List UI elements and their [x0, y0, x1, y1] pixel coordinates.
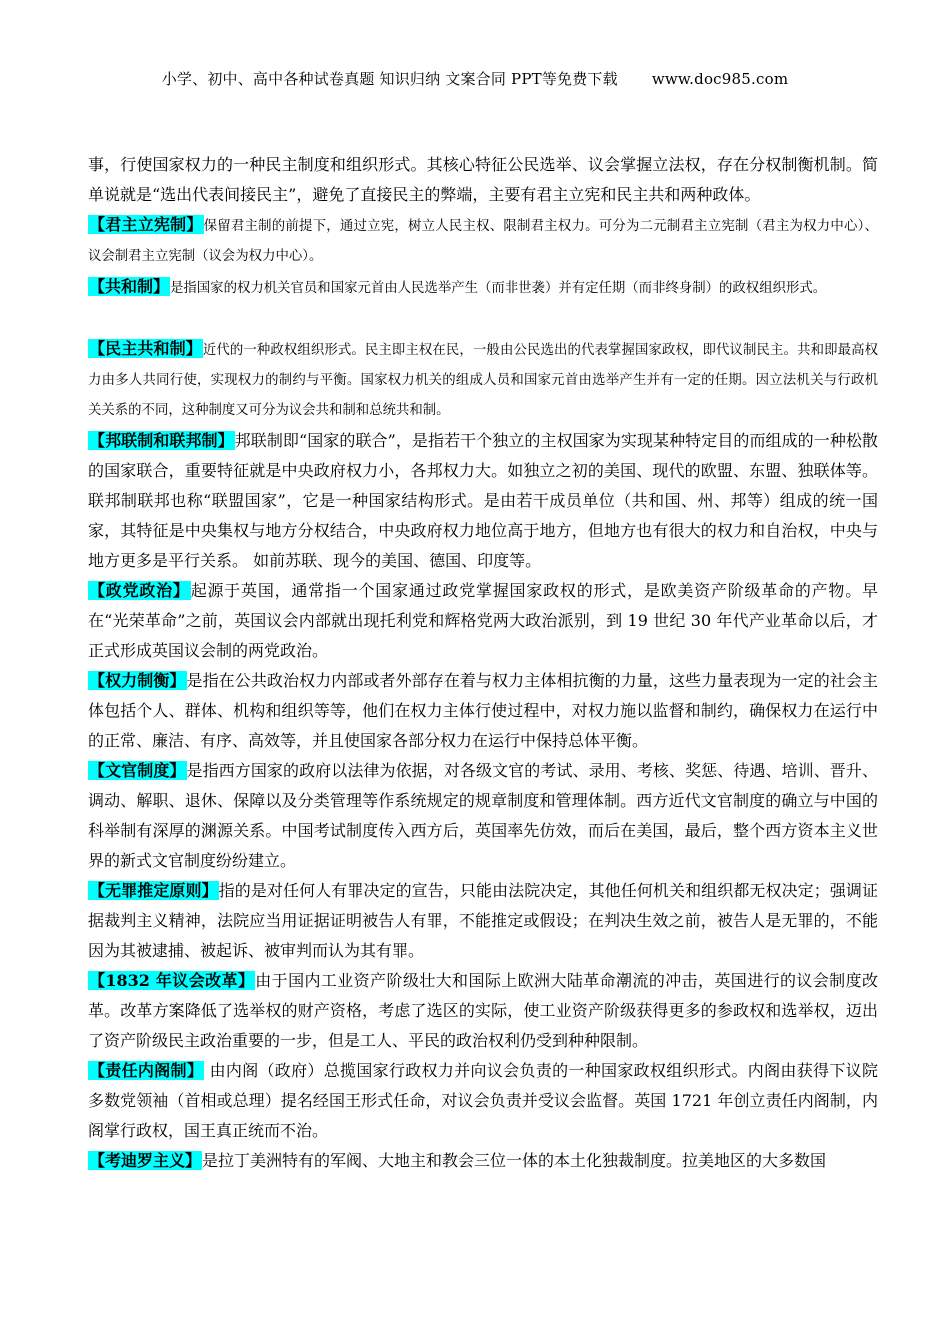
header-text: 小学、初中、高中各种试卷真题 知识归纳 文案合同 PPT等免费下载 — [161, 70, 618, 88]
paragraph-text: 是指在公共政治权力内部或者外部存在着与权力主体相抗衡的力量，这些力量表现为一定的社会主体包括个人、群体、机构和组织等等，他们在权力主体行使过程中，对权力施以监督和制约，确保权力在运行中的正常、廉洁、有序、高效等，并且使国家各部分权力在运行中保持总体平衡。 — [88, 671, 878, 750]
term-highlight: 【政党政治】 — [89, 581, 190, 600]
term-highlight: 【考迪罗主义】 — [89, 1151, 202, 1170]
paragraph-text: 指的是对任何人有罪决定的宣告，只能由法院决定，其他任何机关和组织都无权决定；强调证据裁判主义精神，法院应当用证据证明被告人有罪，不能推定或假设；在判决生效之前，被告人是无罪的，不能因为其被逮捕、被起诉、被审判而认为其有罪。 — [88, 881, 878, 960]
term-highlight: 【文官制度】 — [89, 761, 186, 780]
paragraph-reform-1832 — [88, 966, 878, 1056]
paragraph-representative-democracy — [88, 150, 878, 210]
paragraph-democratic-republic — [88, 334, 878, 426]
paragraph-republic — [88, 272, 878, 304]
paragraph-text: 邦联制即“国家的联合”，是指若干个独立的主权国家为实现某种特定目的而组成的一种松散的国家联合，重要特征就是中央政府权力小，各邦权力大。如独立之初的美国、现代的欧盟、东盟、独联体等。联邦制联邦也称“联盟国家”，它是一种国家结构形式。是由若干成员单位（共和国、州、邦等）组成的统一国家，其特征是中央集权与地方分权结合，中央政府权力地位高于地方，但地方也有很大的权力和自治权，中央与地方更多是平行关系。 如前苏联、现今的美国、德国、印度等。 — [88, 431, 878, 570]
paragraph-caudillismo — [88, 1146, 878, 1176]
paragraph-constitutional-monarchy — [88, 210, 878, 272]
term-highlight: 【无罪推定原则】 — [89, 881, 218, 900]
paragraph-text: 保留君主制的前提下，通过立宪，树立人民主权、限制君主权力。可分为二元制君主立宪制（君主为权力中心）、议会制君主立宪制（议会为权力中心）。 — [88, 219, 878, 264]
paragraph-text: 事，行使国家权力的一种民主制度和组织形式。其核心特征公民选举、议会掌握立法权，存在分权制衡机制。简单说就是“选出代表间接民主”，避免了直接民主的弊端，主要有君主立宪和民主共和两种政体。 — [88, 155, 878, 204]
term-highlight: 【权力制衡】 — [89, 671, 186, 690]
paragraph-confederation-federation — [88, 426, 878, 576]
paragraph-text: 是指西方国家的政府以法律为依据，对各级文官的考试、录用、考核、奖惩、待遇、培训、晋升、调动、解职、退休、保障以及分类管理等作系统规定的规章制度和管理体制。西方近代文官制度的确立与中国的科举制有深厚的渊源关系。中国考试制度传入西方后，英国率先仿效，而后在美国，最后，整个西方资本主义世界的新式文官制度纷纷建立。 — [88, 761, 878, 870]
term-highlight: 【君主立宪制】 — [89, 215, 203, 234]
document-body — [88, 150, 878, 1176]
paragraph-checks-balances — [88, 666, 878, 756]
paragraph-text: 是指国家的权力机关官员和国家元首由人民选举产生（而非世袭）并有定任期（而非终身制）的政权组织形式。 — [170, 281, 827, 296]
term-highlight: 【1832 年议会改革】 — [89, 971, 255, 990]
paragraph-cabinet-system — [88, 1056, 878, 1146]
term-highlight: 【责任内阁制】 — [89, 1061, 204, 1080]
paragraph-text: 是拉丁美洲特有的军阀、大地主和教会三位一体的本土化独裁制度。拉美地区的大多数国 — [202, 1151, 827, 1170]
paragraph-presumption-innocence — [88, 876, 878, 966]
term-highlight: 【共和制】 — [89, 277, 170, 296]
paragraph-civil-service — [88, 756, 878, 876]
paragraph-party-politics — [88, 576, 878, 666]
page-header — [0, 68, 950, 89]
header-site-link[interactable]: www.doc985.com — [651, 70, 789, 88]
paragraph-text: 起源于英国，通常指一个国家通过政党掌握国家政权的形式，是欧美资产阶级革命的产物。早在“光荣革命”之前，英国议会内部就出现托利党和辉格党两大政治派别，到 19 世纪 30 年代产业革命以后，才正式形成英国议会制的两党政治。 — [88, 581, 878, 660]
paragraph-text: 由于国内工业资产阶级壮大和国际上欧洲大陆革命潮流的冲击，英国进行的议会制度改革。改革方案降低了选举权的财产资格，考虑了选区的实际，使工业资产阶级获得更多的参政权和选举权，迈出了资产阶级民主政治重要的一步，但是工人、平民的政治权利仍受到种种限制。 — [88, 971, 878, 1050]
term-highlight: 【民主共和制】 — [89, 339, 202, 358]
paragraph-text: 近代的一种政权组织形式。民主即主权在民，一般由公民选出的代表掌握国家政权，即代议制民主。共和即最高权力由多人共同行使，实现权力的制约与平衡。国家权力机关的组成人员和国家元首由选举产生并有一定的任期。因立法机关与行政机关关系的不同，这种制度又可分为议会共和制和总统共和制。 — [88, 343, 878, 418]
paragraph-text: 由内阁（政府）总揽国家行政权力并向议会负责的一种国家政权组织形式。内阁由获得下议院多数党领袖（首相或总理）提名经国王形式任命，对议会负责并受议会监督。英国 1721 年创立责任内阁制，内阁掌行政权，国王真正统而不治。 — [88, 1061, 878, 1140]
term-highlight: 【邦联制和联邦制】 — [89, 431, 234, 450]
